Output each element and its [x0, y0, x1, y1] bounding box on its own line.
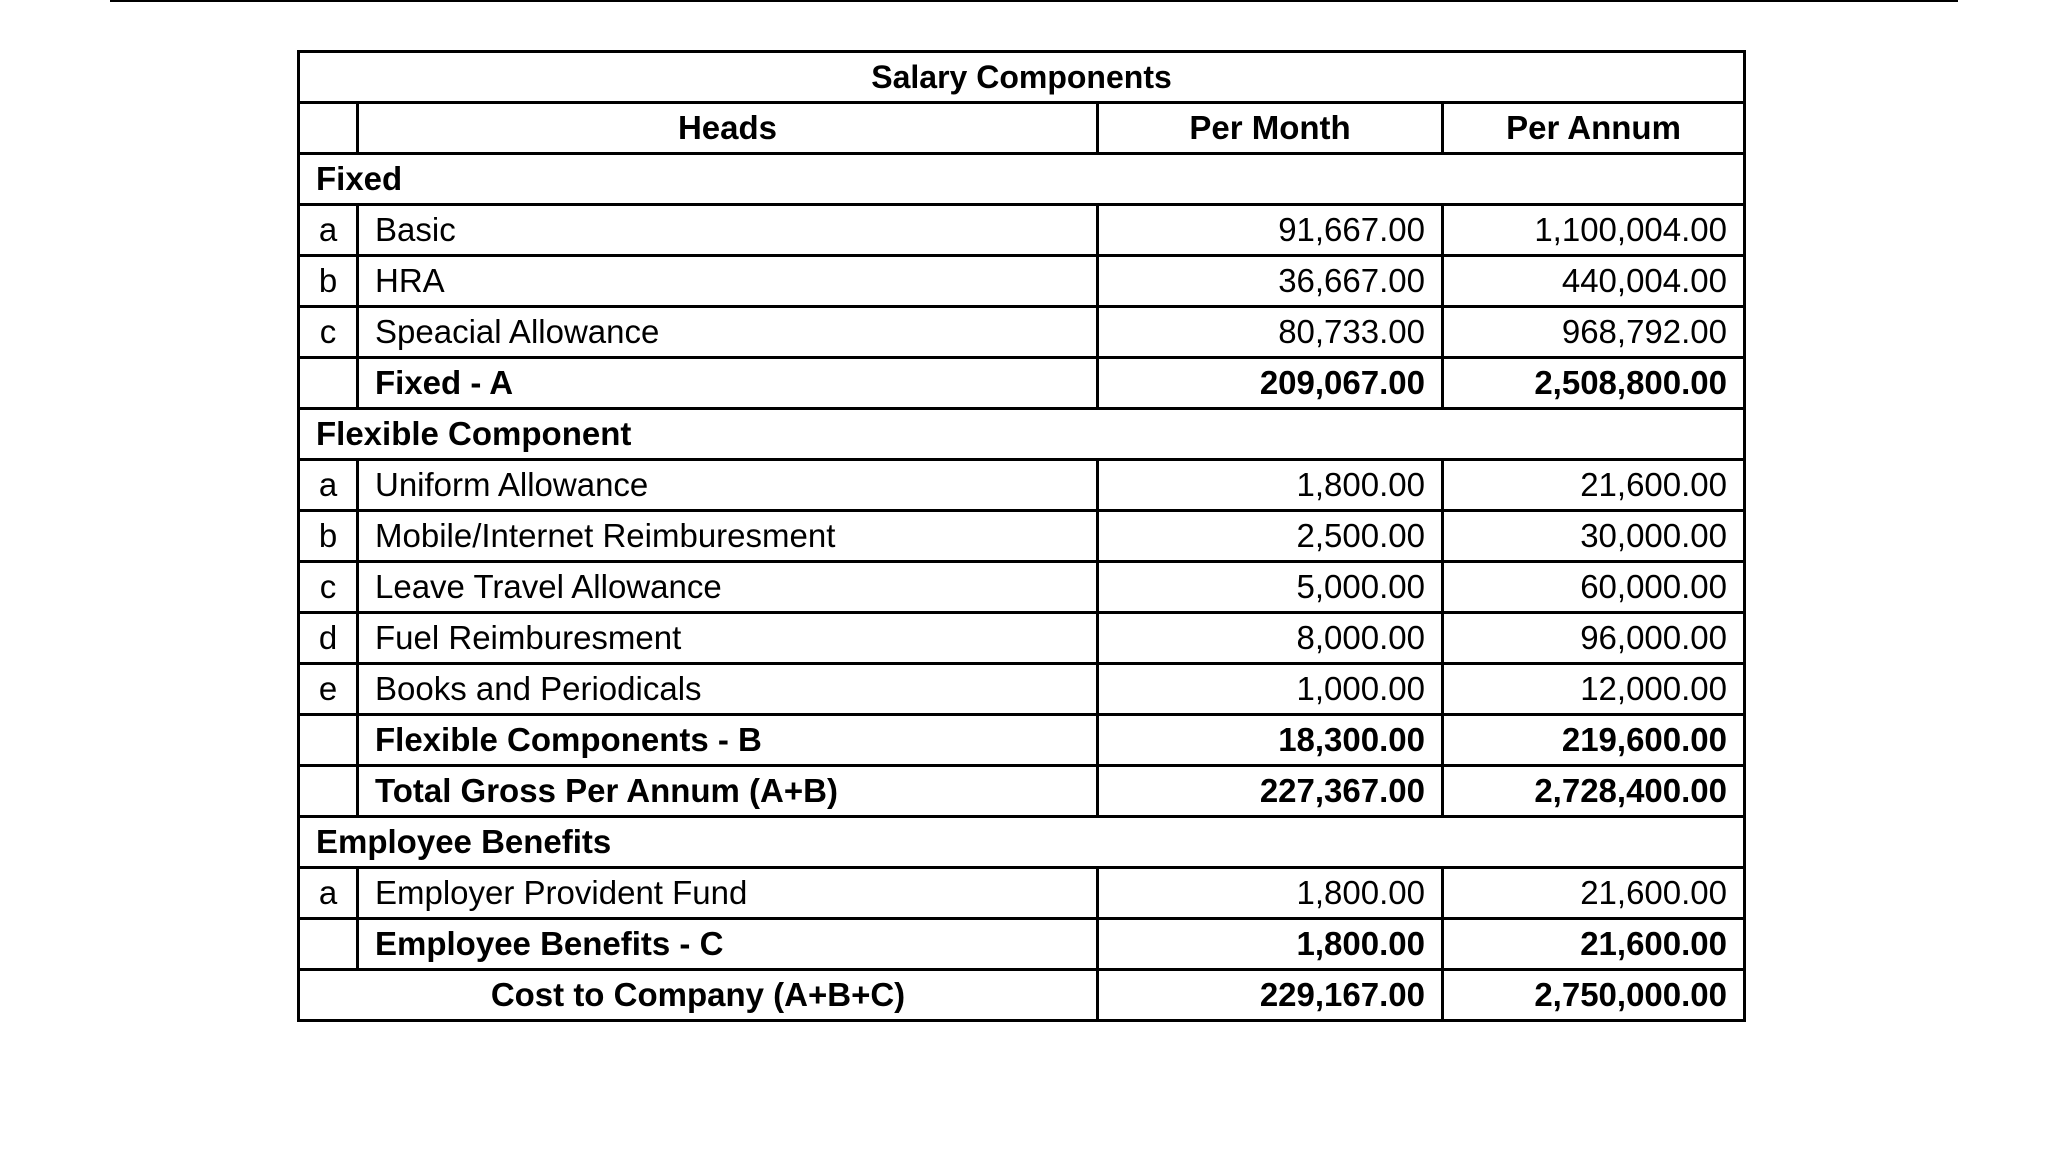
row-per-annum: 96,000.00 [1443, 613, 1745, 664]
total-gross-per-annum: 2,728,400.00 [1443, 766, 1745, 817]
row-index: d [299, 613, 358, 664]
total-gross-label: Total Gross Per Annum (A+B) [358, 766, 1098, 817]
section-title-flexible: Flexible Component [299, 409, 1745, 460]
cost-to-company-per-month: 229,167.00 [1098, 970, 1443, 1021]
cost-to-company-label: Cost to Company (A+B+C) [299, 970, 1098, 1021]
total-gross-row [299, 766, 1745, 817]
table-row [299, 256, 1745, 307]
subtotal-row-fixed [299, 358, 1745, 409]
row-label: Mobile/Internet Reimburesment [358, 511, 1098, 562]
table-title: Salary Components [299, 52, 1745, 103]
subtotal-per-month: 1,800.00 [1098, 919, 1443, 970]
row-index: b [299, 256, 358, 307]
row-per-month: 91,667.00 [1098, 205, 1443, 256]
row-index [299, 358, 358, 409]
table-title-row [299, 52, 1745, 103]
row-index: c [299, 562, 358, 613]
column-header-index [299, 103, 358, 154]
salary-components-table [297, 50, 1746, 1022]
row-index [299, 715, 358, 766]
subtotal-label: Employee Benefits - C [358, 919, 1098, 970]
row-label: Leave Travel Allowance [358, 562, 1098, 613]
row-per-month: 1,800.00 [1098, 460, 1443, 511]
row-label: Books and Periodicals [358, 664, 1098, 715]
row-per-month: 2,500.00 [1098, 511, 1443, 562]
table-row [299, 205, 1745, 256]
row-label: Employer Provident Fund [358, 868, 1098, 919]
subtotal-label: Fixed - A [358, 358, 1098, 409]
row-index: a [299, 460, 358, 511]
cost-to-company-row [299, 970, 1745, 1021]
total-gross-per-month: 227,367.00 [1098, 766, 1443, 817]
row-index: c [299, 307, 358, 358]
table-row [299, 307, 1745, 358]
row-per-month: 8,000.00 [1098, 613, 1443, 664]
row-label: Basic [358, 205, 1098, 256]
table-row [299, 868, 1745, 919]
row-per-annum: 440,004.00 [1443, 256, 1745, 307]
row-per-annum: 21,600.00 [1443, 460, 1745, 511]
row-per-annum: 60,000.00 [1443, 562, 1745, 613]
subtotal-per-month: 18,300.00 [1098, 715, 1443, 766]
section-title-benefits: Employee Benefits [299, 817, 1745, 868]
subtotal-per-annum: 2,508,800.00 [1443, 358, 1745, 409]
row-per-month: 36,667.00 [1098, 256, 1443, 307]
top-divider [110, 0, 1958, 2]
row-per-annum: 30,000.00 [1443, 511, 1745, 562]
row-index [299, 766, 358, 817]
section-row-flexible [299, 409, 1745, 460]
row-per-annum: 12,000.00 [1443, 664, 1745, 715]
section-row-fixed [299, 154, 1745, 205]
table-row [299, 460, 1745, 511]
row-per-month: 80,733.00 [1098, 307, 1443, 358]
column-header-per-month: Per Month [1098, 103, 1443, 154]
row-label: Fuel Reimburesment [358, 613, 1098, 664]
row-per-month: 5,000.00 [1098, 562, 1443, 613]
row-per-annum: 1,100,004.00 [1443, 205, 1745, 256]
row-index: a [299, 205, 358, 256]
column-header-row [299, 103, 1745, 154]
row-index: a [299, 868, 358, 919]
table-row [299, 511, 1745, 562]
subtotal-per-month: 209,067.00 [1098, 358, 1443, 409]
cost-to-company-per-annum: 2,750,000.00 [1443, 970, 1745, 1021]
row-label: Speacial Allowance [358, 307, 1098, 358]
table-row [299, 613, 1745, 664]
row-index [299, 919, 358, 970]
subtotal-per-annum: 219,600.00 [1443, 715, 1745, 766]
row-index: e [299, 664, 358, 715]
subtotal-row-benefits [299, 919, 1745, 970]
table-row [299, 562, 1745, 613]
row-per-month: 1,000.00 [1098, 664, 1443, 715]
section-title-fixed: Fixed [299, 154, 1745, 205]
row-per-month: 1,800.00 [1098, 868, 1443, 919]
row-per-annum: 968,792.00 [1443, 307, 1745, 358]
subtotal-per-annum: 21,600.00 [1443, 919, 1745, 970]
row-per-annum: 21,600.00 [1443, 868, 1745, 919]
row-index: b [299, 511, 358, 562]
subtotal-label: Flexible Components - B [358, 715, 1098, 766]
row-label: HRA [358, 256, 1098, 307]
column-header-heads: Heads [358, 103, 1098, 154]
table-row [299, 664, 1745, 715]
row-label: Uniform Allowance [358, 460, 1098, 511]
section-row-benefits [299, 817, 1745, 868]
column-header-per-annum: Per Annum [1443, 103, 1745, 154]
subtotal-row-flexible [299, 715, 1745, 766]
